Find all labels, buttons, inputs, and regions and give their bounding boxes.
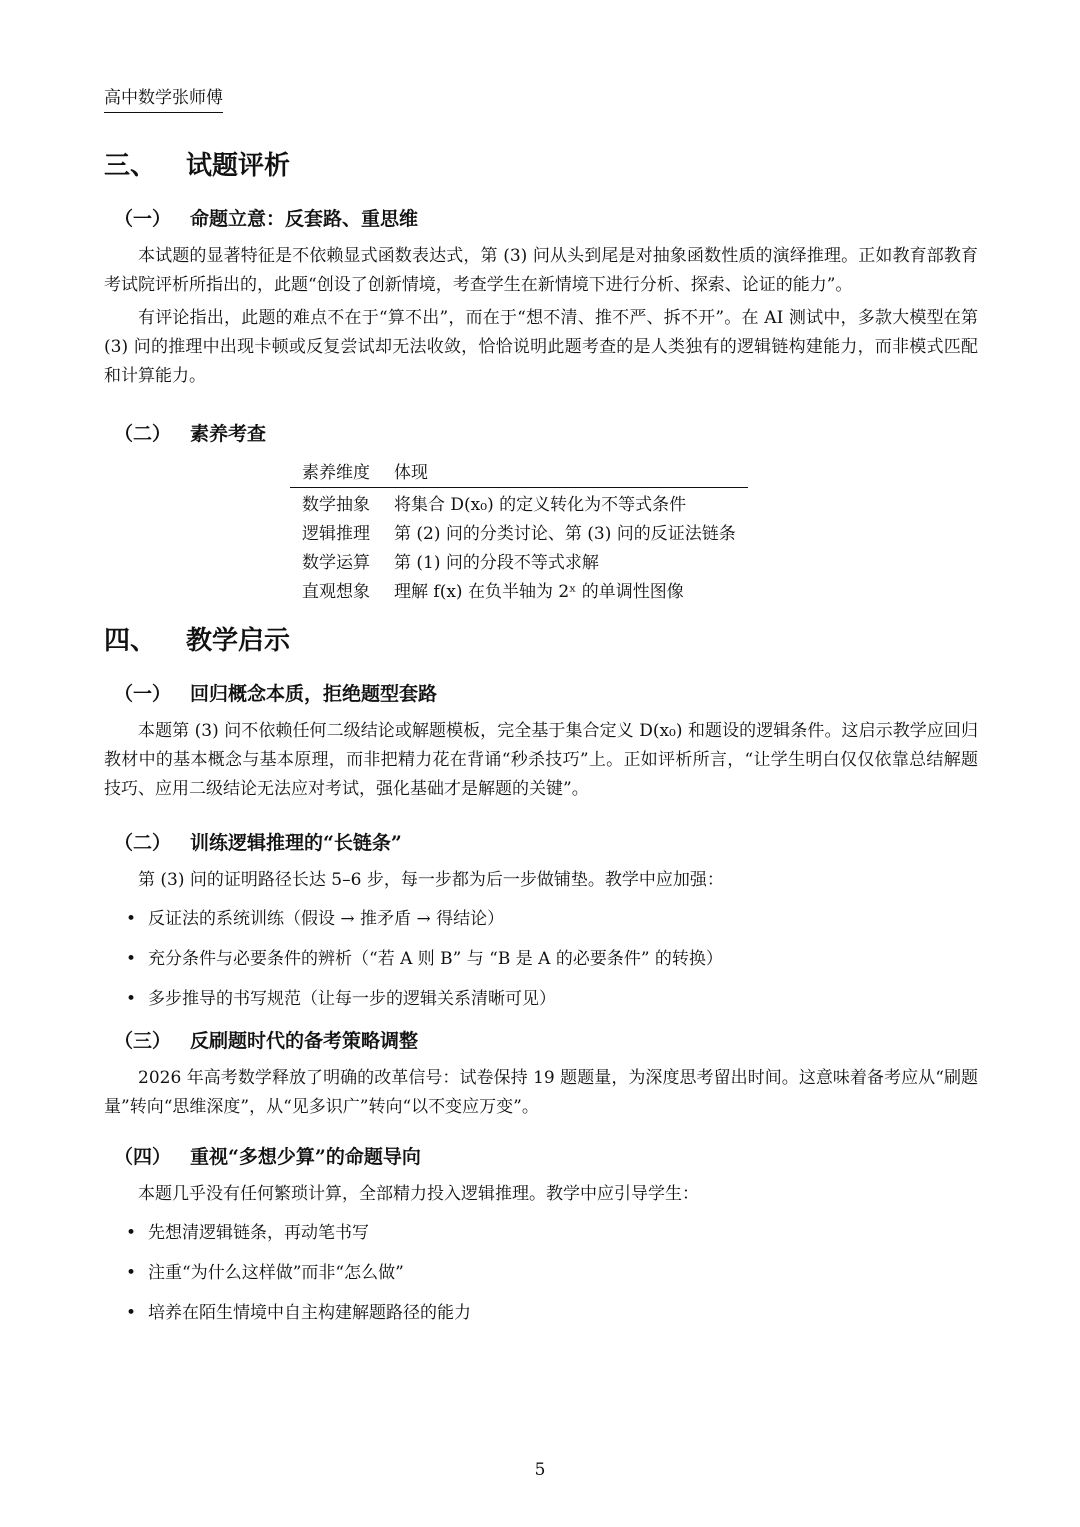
section-3-title: 试题评析 [186,151,291,181]
paragraph: 2026 年高考数学释放了明确的改革信号：试卷保持 19 题题量，为深度思考留出时间。这意味着备考应从“刷题量”转向“思维深度”，从“见多识广”转向“以不变应万变”。 [104,1068,978,1117]
section-3-number: 三、 [104,151,157,181]
section-3-2-title: 素养考查 [190,423,267,445]
list-item: • 多步推导的书写规范（让每一步的逻辑关系清晰可见） [104,985,978,1014]
bullet-list [104,905,978,1014]
section-4-heading [104,621,978,661]
section-4-title: 教学启示 [186,626,291,656]
paragraph: 本试题的显著特征是不依赖显式函数表达式，第 (3) 问从头到尾是对抽象函数性质的演绎推理。正如教育部教育考试院评析所指出的，此题“创设了创新情境，考查学生在新情境下进行分析、探索、论证的能力”。 [104,246,978,295]
section-3-heading [104,146,978,186]
section-4-4-title: 重视“多想少算”的命题导向 [190,1146,421,1168]
page-number: 5 [534,1460,546,1480]
table-header-row [290,459,748,488]
table-row [290,578,748,607]
section-4-1-title: 回归概念本质，拒绝题型套路 [190,683,438,705]
bullet-list [104,1219,978,1328]
section-4-1-number: （一） [114,683,172,705]
paragraph: 本题第 (3) 问不依赖任何二级结论或解题模板，完全基于集合定义 D(x₀) 和题设的逻辑条件。这启示教学应回归教材中的基本概念与基本原理，而非把精力花在背诵“秒杀技巧”上。正如评析所言，“让学生明白仅仅依靠总结解题技巧、应用二级结论无法应对考试，强化基础才是解题的关键”。 [104,721,978,799]
table-cell: 将集合 D(x₀) 的定义转化为不等式条件 [394,495,687,515]
section-3-1-number: （一） [114,208,172,230]
table-cell: 数学抽象 [302,495,370,515]
table-row [290,520,748,549]
paragraph: 本题几乎没有任何繁琐计算，全部精力投入逻辑推理。教学中应引导学生： [138,1184,699,1204]
table-cell: 理解 f(x) 在负半轴为 2ˣ 的单调性图像 [394,582,684,602]
paragraph: 第 (3) 问的证明路径长达 5–6 步，每一步都为后一步做铺垫。教学中应加强： [138,870,724,890]
table-cell: 直观想象 [302,582,370,602]
list-item: • 注重“为什么这样做”而非“怎么做” [104,1259,978,1288]
table-header-cell: 体现 [382,459,748,488]
list-item: • 先想清逻辑链条，再动笔书写 [104,1219,978,1248]
section-4-number: 四、 [104,626,157,656]
literacy-table [290,459,748,607]
page-header-author: 高中数学张师傅 [104,86,223,113]
section-4-3-title: 反刷题时代的备考策略调整 [190,1030,419,1052]
section-3-1-title: 命题立意：反套路、重思维 [190,208,419,230]
list-item: • 充分条件与必要条件的辨析（“若 A 则 B” 与 “B 是 A 的必要条件” 的转换） [104,945,978,974]
list-item: • 培养在陌生情境中自主构建解题路径的能力 [104,1299,978,1328]
section-4-2-title: 训练逻辑推理的“长链条” [190,832,402,854]
table-cell: 逻辑推理 [302,524,370,544]
table-header-cell: 素养维度 [290,459,382,488]
section-3-1-heading [104,204,978,234]
table-row [290,549,748,578]
section-3-2-heading [104,419,978,449]
section-4-3-number: （三） [114,1030,172,1052]
section-4-4-heading [104,1142,978,1172]
table-cell: 第 (1) 问的分段不等式求解 [394,553,599,573]
section-4-1-heading [104,679,978,709]
section-4-2-number: （二） [114,832,172,854]
section-4-3-heading [104,1026,978,1056]
table-cell: 第 (2) 问的分类讨论、第 (3) 问的反证法链条 [394,524,736,544]
table-cell: 数学运算 [302,553,370,573]
paragraph: 有评论指出，此题的难点不在于“算不出”，而在于“想不清、推不严、拆不开”。在 AI 测试中，多款大模型在第 (3) 问的推理中出现卡顿或反复尝试却无法收敛，恰恰说明此题考查的是人类独有的逻辑链构建能力，而非模式匹配和计算能力。 [104,308,978,386]
section-3-2-number: （二） [114,423,172,445]
section-4-2-heading [104,828,978,858]
list-item: • 反证法的系统训练（假设 → 推矛盾 → 得结论） [104,905,978,934]
table-row [290,488,748,521]
page-content [104,146,978,1339]
section-4-4-number: （四） [114,1146,172,1168]
